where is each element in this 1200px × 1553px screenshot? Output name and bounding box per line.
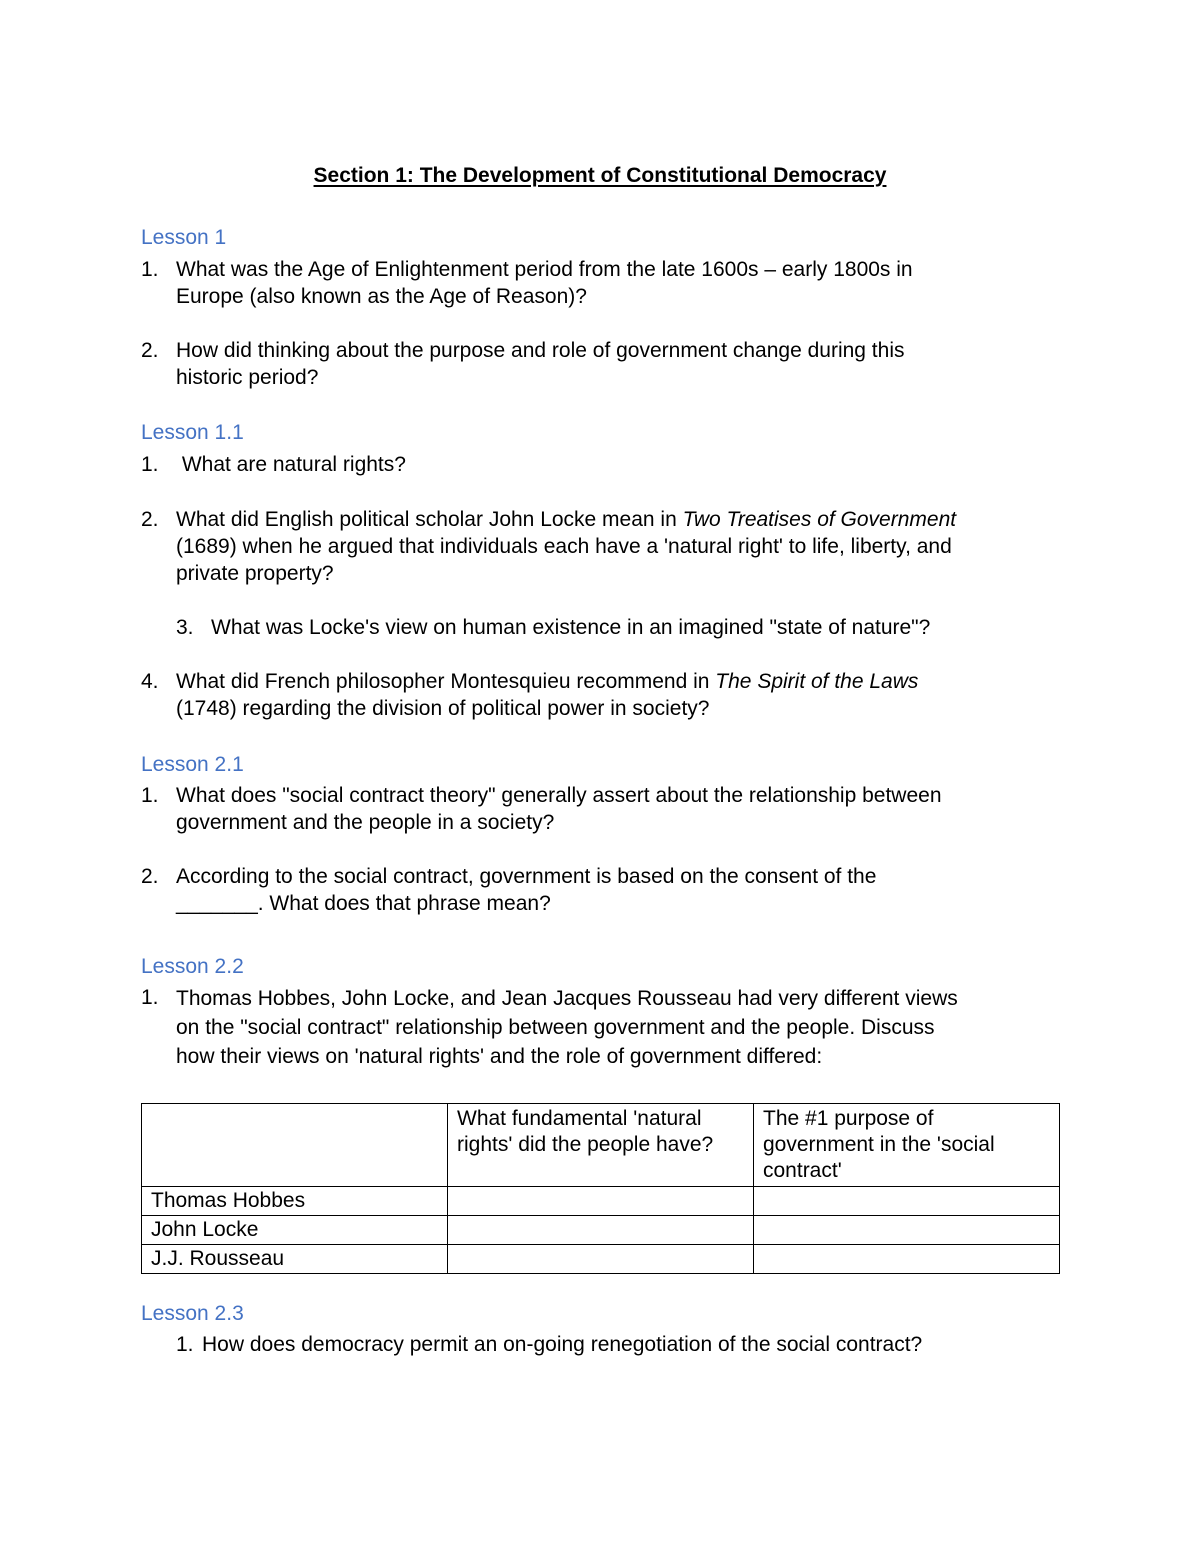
question-item [176, 614, 1076, 641]
book-title: The Spirit of the Laws [715, 670, 919, 693]
table-row [142, 1187, 1060, 1216]
question-item [141, 668, 1101, 722]
table-header-cell: The #1 purpose of government in the 'social contract' [754, 1104, 1060, 1187]
lesson-heading: Lesson 2.2 [141, 955, 244, 978]
lesson-heading: Lesson 2.3 [141, 1302, 244, 1325]
question-text: Thomas Hobbes, John Locke, and Jean Jacques Rousseau had very different views [176, 987, 958, 1010]
table-cell [754, 1245, 1060, 1274]
question-text: on the "social contract" relationship between government and the people. Discuss [176, 1016, 935, 1039]
question-text: What was Locke's view on human existence in an imagined "state of nature"? [211, 616, 931, 639]
question-number: 3. [176, 616, 194, 639]
question-text: (1748) regarding the division of political power in society? [176, 697, 710, 720]
question-text: _______. What does that phrase mean? [176, 892, 551, 915]
question-text: Europe (also known as the Age of Reason)? [176, 285, 587, 308]
table-header-cell: What fundamental 'natural rights' did the people have? [448, 1104, 754, 1187]
question-text: How does democracy permit an on-going renegotiation of the social contract? [202, 1333, 923, 1356]
question-text: What did English political scholar John Locke mean in [176, 508, 683, 531]
table-header-cell [142, 1104, 448, 1187]
question-text: What does "social contract theory" generally assert about the relationship between [176, 784, 942, 807]
question-number: 1. [141, 258, 159, 281]
page-title: Section 1: The Development of Constitutional Democracy [313, 164, 887, 187]
question-item [141, 337, 1101, 391]
question-number: 1. [141, 986, 159, 1009]
question-text: (1689) when he argued that individuals each have a 'natural right' to life, liberty, and [176, 535, 952, 558]
lesson-heading: Lesson 1.1 [141, 421, 244, 444]
question-number: 4. [141, 670, 159, 693]
question-text: historic period? [176, 366, 319, 389]
table-row [142, 1245, 1060, 1274]
question-text: how their views on 'natural rights' and the role of government differed: [176, 1045, 823, 1068]
table-cell [448, 1187, 754, 1216]
question-text: What was the Age of Enlightenment period from the late 1600s – early 1800s in [176, 258, 913, 281]
table-cell [448, 1245, 754, 1274]
question-number: 1. [141, 784, 159, 807]
table-row [142, 1216, 1060, 1245]
table-cell [754, 1216, 1060, 1245]
question-item [141, 984, 1101, 1074]
comparison-table [141, 1103, 1060, 1274]
lesson-heading: Lesson 2.1 [141, 753, 244, 776]
question-number: 1. [141, 453, 159, 476]
book-title: Two Treatises of Government [682, 508, 957, 531]
table-cell: Thomas Hobbes [142, 1187, 448, 1216]
question-text: According to the social contract, government is based on the consent of the [176, 865, 877, 888]
question-item [176, 1331, 1076, 1358]
question-item [141, 506, 1101, 587]
table-header-row [142, 1104, 1060, 1187]
question-number: 1. [176, 1333, 194, 1356]
question-item [141, 863, 1101, 917]
question-text: private property? [176, 562, 334, 585]
question-item [141, 782, 1101, 836]
question-text: government and the people in a society? [176, 811, 555, 834]
table-cell: John Locke [142, 1216, 448, 1245]
question-text: What are natural rights? [176, 453, 406, 476]
question-number: 2. [141, 865, 159, 888]
lesson-heading: Lesson 1 [141, 226, 227, 249]
table-cell: J.J. Rousseau [142, 1245, 448, 1274]
question-text: How did thinking about the purpose and role of government change during this [176, 339, 905, 362]
question-item [141, 451, 1101, 478]
question-item [141, 256, 1101, 310]
table-cell [448, 1216, 754, 1245]
question-number: 2. [141, 508, 159, 531]
table-cell [754, 1187, 1060, 1216]
question-number: 2. [141, 339, 159, 362]
question-text: What did French philosopher Montesquieu recommend in [176, 670, 716, 693]
